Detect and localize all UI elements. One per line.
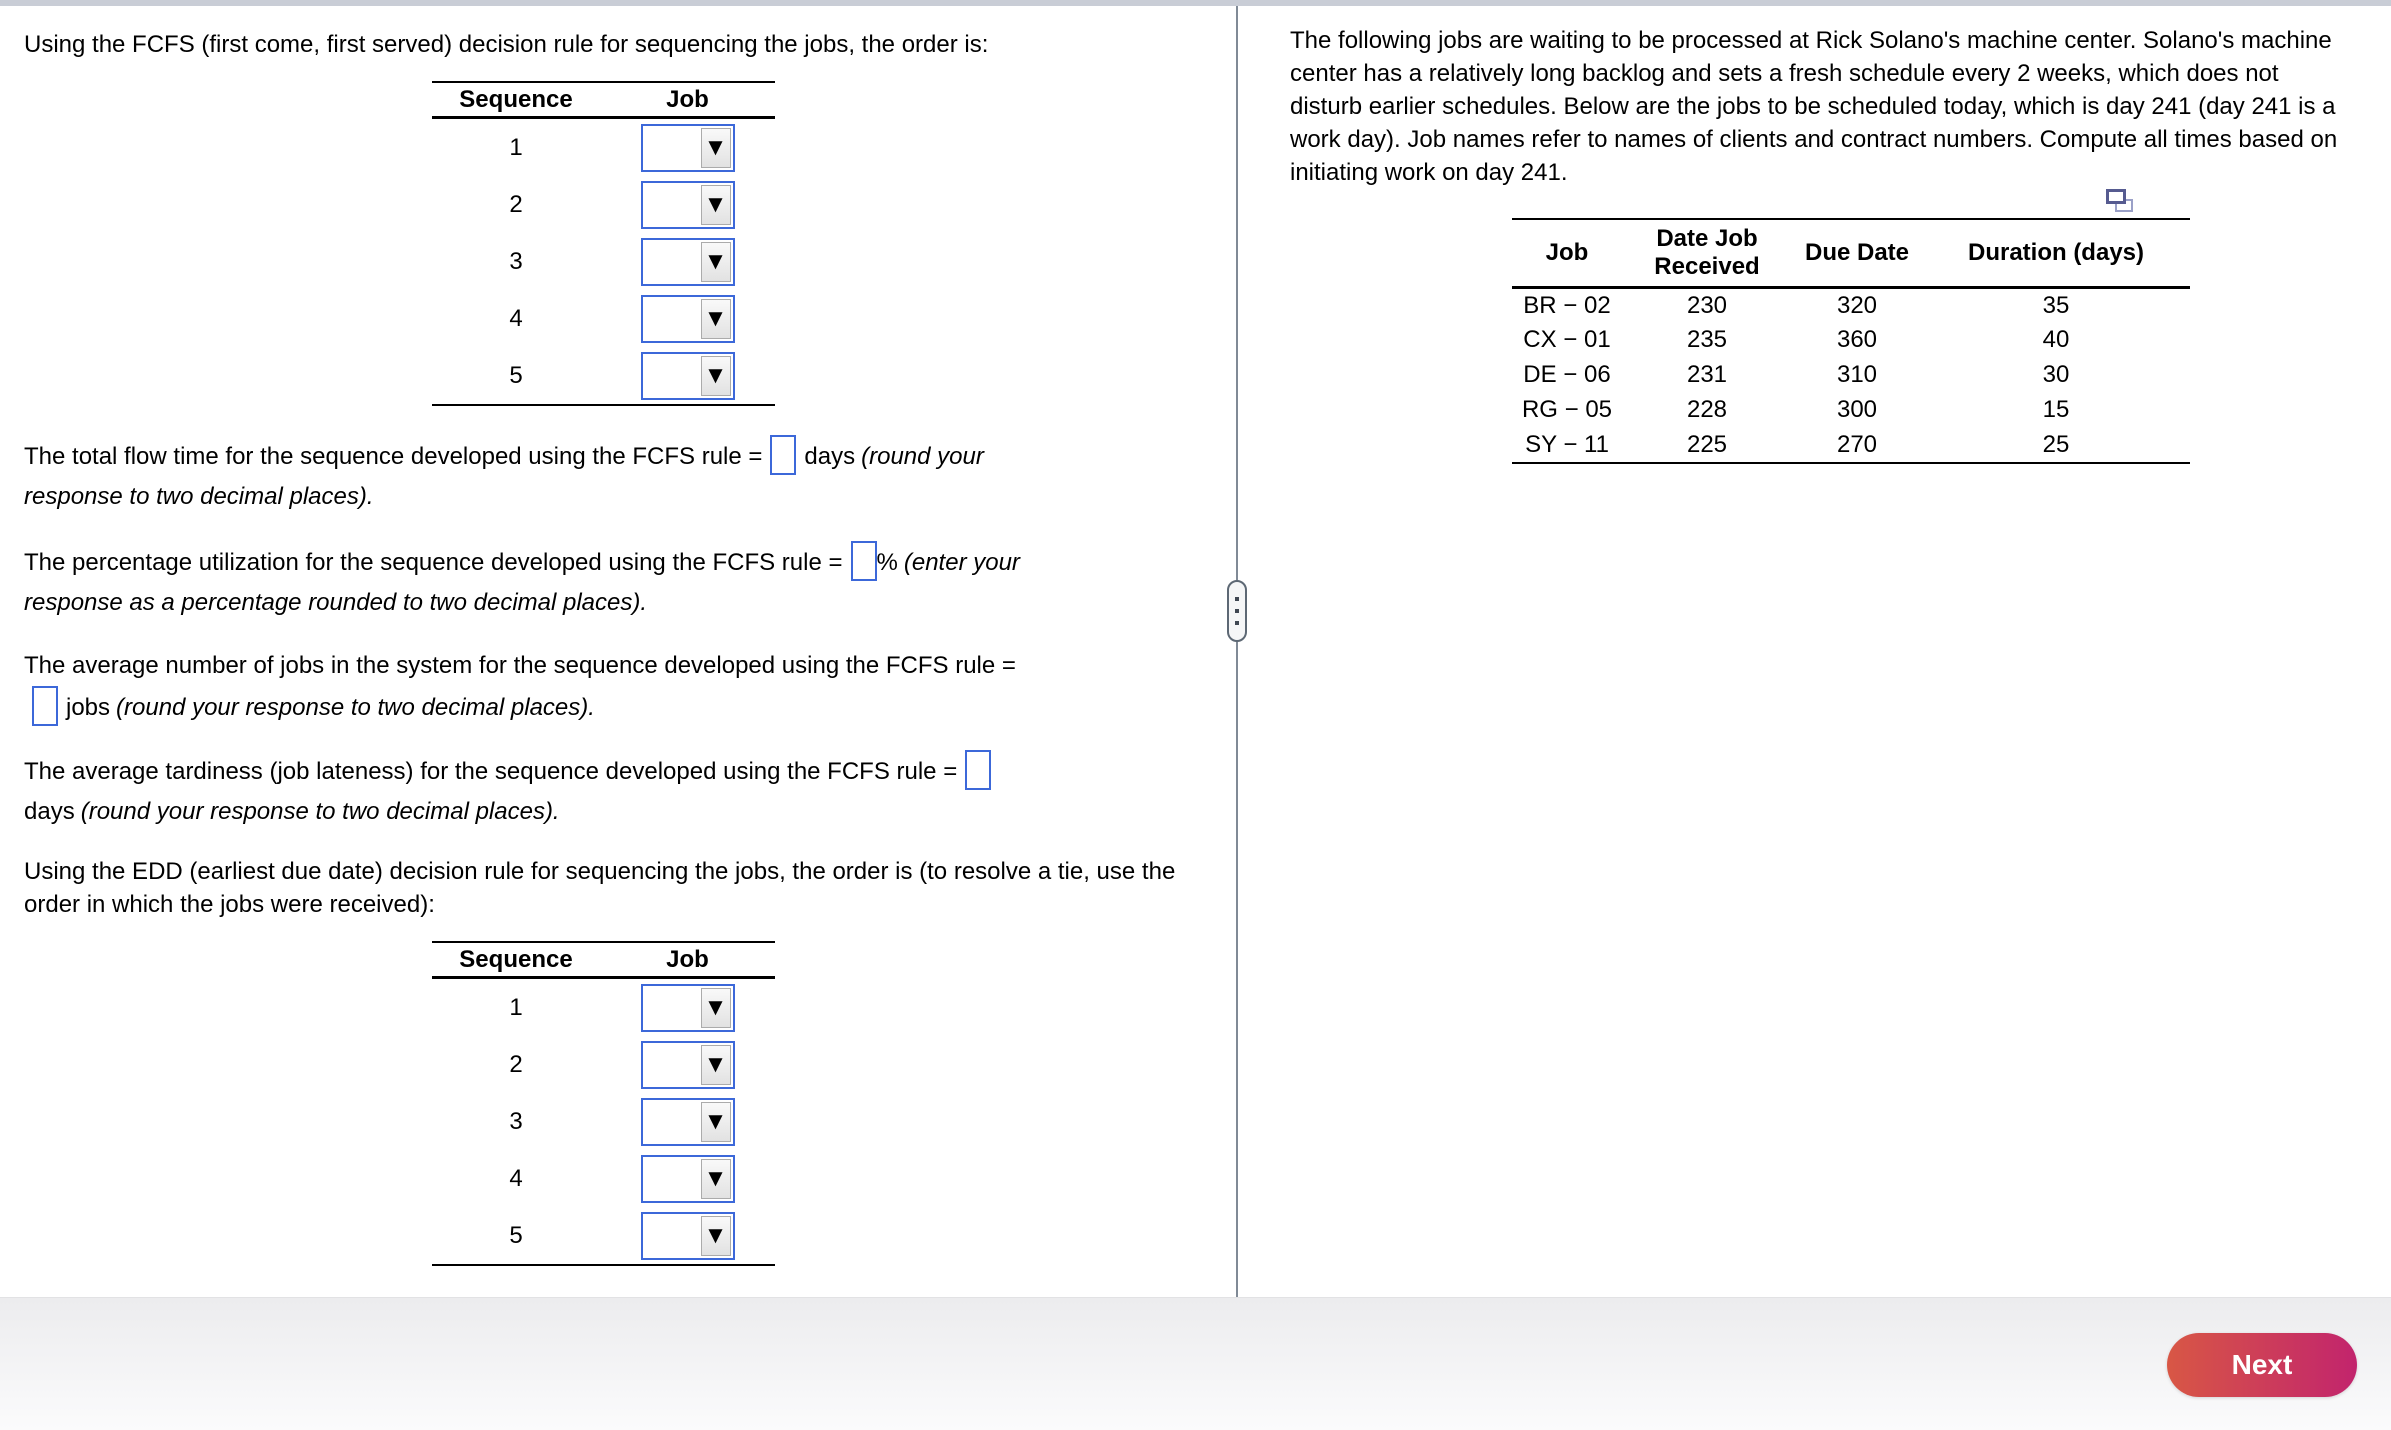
sequence-number: 3: [509, 1107, 523, 1135]
jobs-table-header-row: [1512, 219, 2190, 288]
question-text: The average number of jobs in the system for the sequence developed using the FCFS rule =: [24, 652, 1016, 679]
sequence-row: [432, 290, 775, 347]
sequence-number: 1: [509, 133, 523, 161]
sequence-number: 3: [509, 247, 523, 275]
job-cell: [600, 238, 775, 286]
panel-divider: [1236, 6, 1238, 1297]
question-note: (round your response to two decimal places).: [24, 443, 984, 510]
job-cell: [600, 1212, 775, 1260]
jobs-table-cell: 270: [1836, 430, 1878, 458]
jobs-table-row: [1512, 323, 2190, 358]
panel-resize-handle[interactable]: [1227, 580, 1247, 642]
job-cell: [600, 1098, 775, 1146]
unit-label: days: [804, 443, 856, 470]
jobs-table-cell: SY − 11: [1525, 430, 1609, 458]
next-button[interactable]: Next: [2167, 1333, 2357, 1397]
jobs-table-cell: 15: [2042, 396, 2070, 423]
sequence-table-header: [432, 941, 775, 979]
unit-label: days: [24, 798, 75, 825]
jobs-table-cell: 231: [1686, 361, 1728, 388]
dropdown-arrow-icon: ▼: [701, 1216, 731, 1256]
unit-label: %: [876, 549, 898, 576]
job-cell: [600, 1041, 775, 1089]
edd-intro-text: Using the EDD (earliest due date) decision rule for sequencing the jobs, the order is (to resolve a tie, use the order in which the jobs were received):: [24, 858, 1176, 918]
sequence-row: [432, 1093, 775, 1150]
job-column-header: Job: [666, 945, 709, 973]
jobs-table-cell: BR − 02: [1523, 291, 1611, 319]
sequence-column-header: Sequence: [459, 85, 573, 113]
copy-table-icon[interactable]: [2106, 189, 2134, 213]
sequence-number: 2: [509, 1050, 523, 1078]
question-note: (round your response to two decimal places).: [116, 694, 595, 721]
sequence-row: [432, 1207, 775, 1264]
jobs-table-cell: 360: [1836, 326, 1878, 353]
question-paragraph: [24, 646, 1044, 728]
sequence-row: [432, 119, 775, 176]
answer-input[interactable]: [851, 541, 877, 581]
jobs-data-table: [1512, 218, 2190, 464]
job-dropdown[interactable]: [641, 1041, 735, 1089]
question-paragraph: [24, 541, 1044, 623]
jobs-table-cell: 235: [1686, 326, 1728, 353]
footer-bar: [0, 1297, 2391, 1430]
unit-label: jobs: [66, 694, 111, 721]
handle-dot-icon: [1235, 609, 1239, 613]
jobs-table-row: [1512, 428, 2190, 463]
edd-sequence-table: [432, 941, 775, 1266]
dropdown-arrow-icon: ▼: [701, 988, 731, 1028]
dropdown-arrow-icon: ▼: [701, 128, 731, 168]
dropdown-arrow-icon: ▼: [701, 185, 731, 225]
job-cell: [600, 352, 775, 400]
sequence-row: [432, 233, 775, 290]
sequence-row: [432, 1036, 775, 1093]
fcfs-intro-text: Using the FCFS (first come, first served) decision rule for sequencing the jobs, the order is:: [24, 31, 989, 58]
dropdown-arrow-icon: ▼: [701, 356, 731, 396]
job-dropdown[interactable]: [641, 352, 735, 400]
question-note: (enter your response as a percentage rounded to two decimal places).: [24, 549, 1020, 616]
jobs-table-cell: 310: [1836, 361, 1878, 388]
jobs-table-cell: 40: [2042, 326, 2070, 353]
sequence-number: 5: [509, 1221, 523, 1249]
dropdown-arrow-icon: ▼: [701, 1102, 731, 1142]
question-text: The average tardiness (job lateness) for the sequence developed using the FCFS rule =: [24, 758, 958, 785]
job-dropdown[interactable]: [641, 1212, 735, 1260]
jobs-table-header: Due Date: [1804, 239, 1910, 266]
jobs-table-cell: 230: [1686, 291, 1728, 319]
dropdown-arrow-icon: ▼: [701, 299, 731, 339]
job-cell: [600, 181, 775, 229]
job-dropdown[interactable]: [641, 181, 735, 229]
job-dropdown[interactable]: [641, 1155, 735, 1203]
question-text: The total flow time for the sequence developed using the FCFS rule =: [24, 443, 763, 470]
answer-input[interactable]: [965, 750, 991, 790]
job-cell: [600, 124, 775, 172]
answer-input[interactable]: [32, 686, 58, 726]
question-list: [24, 435, 1044, 832]
jobs-table-cell: 228: [1686, 396, 1728, 423]
jobs-table-cell: 320: [1836, 291, 1878, 319]
question-note: (round your response to two decimal places).: [80, 798, 560, 825]
handle-dot-icon: [1235, 597, 1239, 601]
jobs-table-cell: 225: [1686, 430, 1728, 458]
sequence-number: 5: [509, 361, 523, 389]
problem-statement: The following jobs are waiting to be processed at Rick Solano's machine center. Solano's machine center has a relatively long backlog and sets a fresh schedule every 2 weeks, which does not disturb earlier schedules. Below are the jobs to be scheduled today, which is day 241 (day 241 is a work day). Job names refer to names of clients and contract numbers. Compute all times based on initiating work on day 241.: [1290, 27, 2338, 186]
jobs-table-cell: DE − 06: [1523, 361, 1611, 388]
jobs-table-header: Job: [1545, 239, 1589, 266]
answers-panel: [0, 6, 1236, 1297]
jobs-table-header: Date Job Received: [1654, 225, 1760, 280]
question-text: The percentage utilization for the sequence developed using the FCFS rule =: [24, 549, 843, 576]
problem-panel: [1290, 6, 2375, 1297]
dropdown-arrow-icon: ▼: [701, 1045, 731, 1085]
sequence-row: [432, 1150, 775, 1207]
jobs-table-cell: RG − 05: [1521, 396, 1613, 423]
fcfs-sequence-table: [432, 81, 775, 406]
sequence-number: 4: [509, 1164, 523, 1192]
sequence-row: [432, 176, 775, 233]
sequence-column-header: Sequence: [459, 945, 573, 973]
jobs-table-cell: CX − 01: [1523, 326, 1611, 353]
jobs-table-cell: 35: [2042, 291, 2070, 319]
jobs-table-row: [1512, 288, 2190, 323]
sequence-number: 4: [509, 304, 523, 332]
job-cell: [600, 1155, 775, 1203]
job-column-header: Job: [666, 85, 709, 113]
jobs-table-cell: 300: [1836, 396, 1878, 423]
job-dropdown[interactable]: [641, 124, 735, 172]
jobs-table-header: Duration (days): [1967, 239, 2144, 266]
jobs-table-row: [1512, 393, 2190, 428]
sequence-number: 1: [509, 993, 523, 1021]
sequence-row: [432, 979, 775, 1036]
jobs-table-row: [1512, 358, 2190, 393]
job-dropdown[interactable]: [641, 238, 735, 286]
job-cell: [600, 295, 775, 343]
sequence-table-header: [432, 81, 775, 119]
dropdown-arrow-icon: ▼: [701, 1159, 731, 1199]
sequence-row: [432, 347, 775, 404]
question-paragraph: [24, 750, 1044, 832]
jobs-table-cell: 30: [2042, 361, 2070, 388]
dropdown-arrow-icon: ▼: [701, 242, 731, 282]
question-paragraph: [24, 435, 1044, 517]
job-dropdown[interactable]: [641, 1098, 735, 1146]
job-cell: [600, 984, 775, 1032]
job-dropdown[interactable]: [641, 295, 735, 343]
answer-input[interactable]: [770, 435, 796, 475]
job-dropdown[interactable]: [641, 984, 735, 1032]
jobs-table-cell: 25: [2042, 430, 2070, 458]
handle-dot-icon: [1235, 621, 1239, 625]
sequence-number: 2: [509, 190, 523, 218]
